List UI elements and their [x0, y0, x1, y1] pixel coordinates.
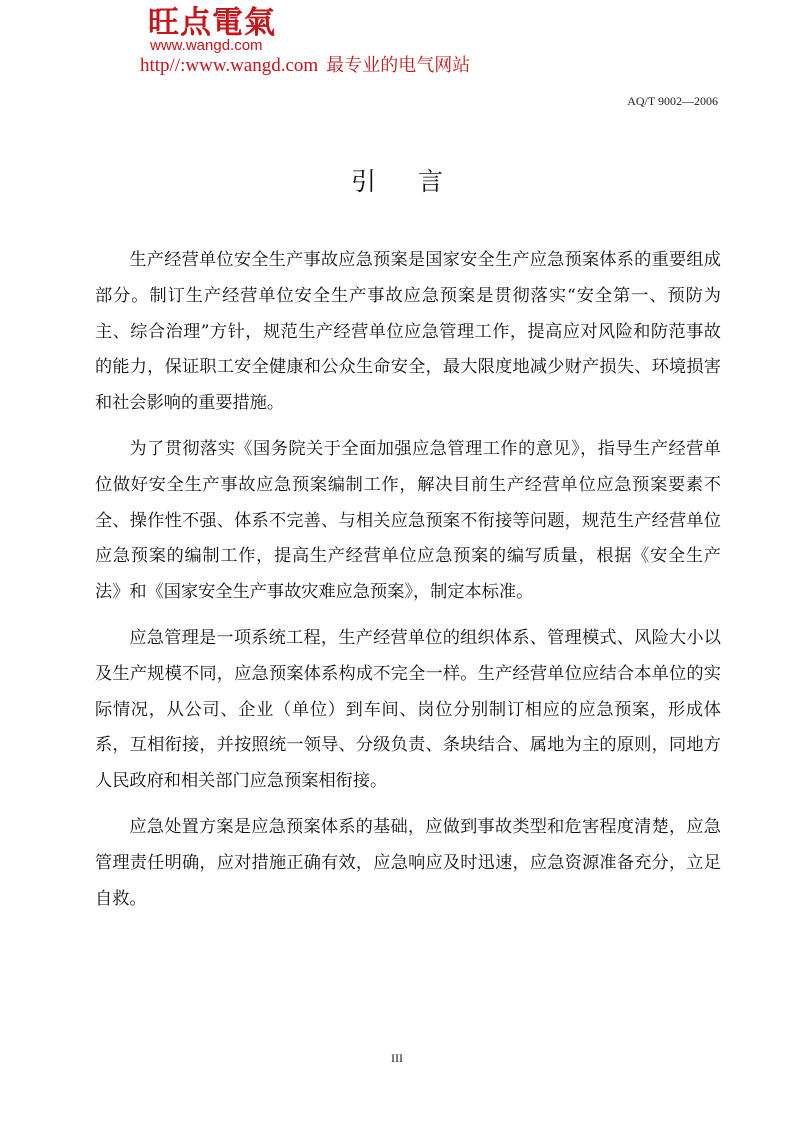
site-header-line	[140, 54, 470, 78]
paragraph-3: 应急管理是一项系统工程，生产经营单位的组织体系、管理模式、风险大小以及生产规模不同，应急预案体系构成不完全一样。生产经营单位应结合本单位的实际情况，从公司、企业（单位）到车间、岗位分别制订相应的应急预案，形成体系，互相衔接，并按照统一领导、分级负责、条块结合、属地为主的原则，同地方人民政府和相关部门应急预案相衔接。	[95, 627, 721, 792]
paragraph-4: 应急处置方案是应急预案体系的基础，应做到事故类型和危害程度清楚，应急管理责任明确，应对措施正确有效，应急响应及时迅速，应急资源准备充分，立足自救。	[95, 816, 721, 909]
site-logo	[148, 6, 298, 54]
standard-code: AQ/T 9002—2006	[627, 94, 718, 108]
logo-title: 旺点電氣	[148, 5, 276, 41]
paragraph-2: 为了贯彻落实《国务院关于全面加强应急管理工作的意见》，指导生产经营单位做好安全生产事故应急预案编制工作，解决目前生产经营单位应急预案要素不全、操作性不强、体系不完善、与相关应急预案不衔接等问题，规范生产经营单位应急预案的编制工作，提高生产经营单位应急预案的编写质量，根据《安全生产法》和《国家安全生产事故灾难应急预案》，制定本标准。	[95, 438, 721, 603]
logo-url: www.wangd.com	[150, 37, 263, 54]
site-url: http//:www.wangd.com	[140, 55, 319, 76]
page-title: 引言	[350, 167, 485, 196]
page-number: III	[391, 1051, 403, 1065]
site-slogan: 最专业的电气网站	[326, 55, 471, 76]
paragraph-1: 生产经营单位安全生产事故应急预案是国家安全生产应急预案体系的重要组成部分。制订生产经营单位安全生产事故应急预案是贯彻落实“安全第一、预防为主、综合治理”方针，规范生产经营单位应急管理工作，提高应对风险和防范事故的能力，保证职工安全健康和公众生命安全，最大限度地减少财产损失、环境损害和社会影响的重要措施。	[95, 250, 721, 414]
document-body	[95, 243, 721, 927]
